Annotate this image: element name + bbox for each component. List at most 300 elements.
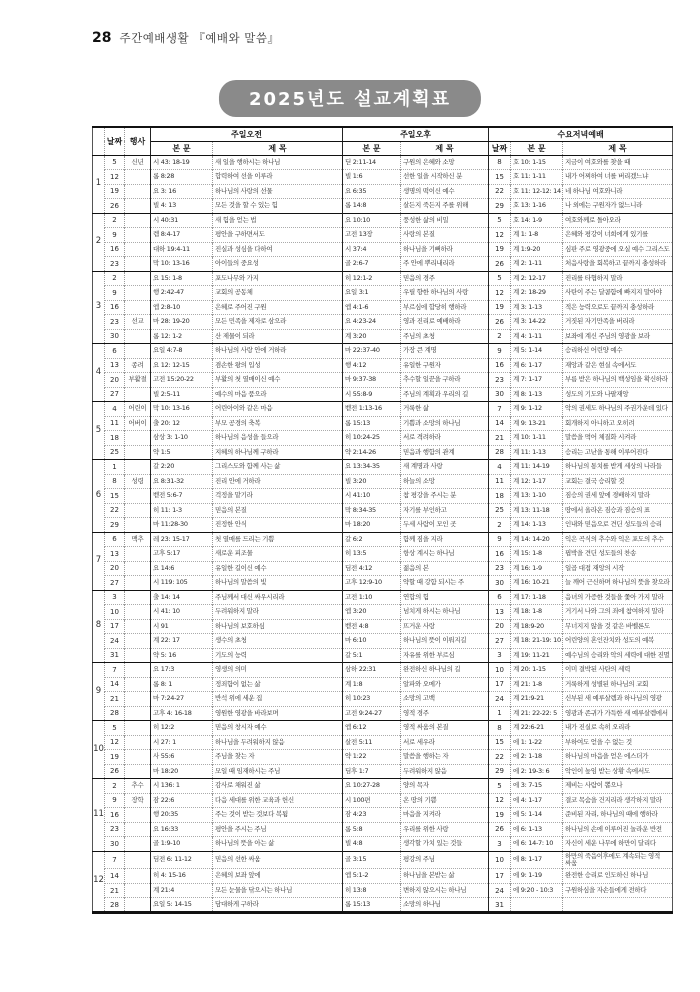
pm-title-cell: 소망의 하나님 bbox=[401, 898, 489, 913]
wed-title-cell: 하나님의 손에 이루어진 놀라운 반전 bbox=[563, 822, 673, 837]
pm-title-cell: 알파와 오메가 bbox=[401, 677, 489, 692]
date-cell: 13 bbox=[105, 547, 125, 562]
pm-scripture-cell: 마 6:10 bbox=[343, 634, 401, 649]
am-title-header: 제 목 bbox=[213, 141, 343, 155]
wed-title-cell: 하만의 죽음이후에도 계속되는 영적 싸움 bbox=[563, 851, 673, 869]
wed-scripture-cell: 계 2: 18-29 bbox=[511, 286, 563, 301]
wed-title-cell: 재앙과 같은 현실 속에서도 bbox=[563, 358, 673, 373]
date-cell: 19 bbox=[105, 750, 125, 765]
date-cell: 5 bbox=[105, 721, 125, 736]
pm-title-cell: 거룩한 삶 bbox=[401, 402, 489, 417]
wed-scripture-cell: 계 14: 1-13 bbox=[511, 518, 563, 533]
am-title-cell: 하나님을 두려워하지 않음 bbox=[213, 735, 343, 750]
pm-scripture-cell: 잠 4:23 bbox=[343, 808, 401, 823]
date-cell: 29 bbox=[105, 518, 125, 533]
month-number: 4 bbox=[93, 344, 105, 402]
wed-title-header: 제 목 bbox=[563, 141, 673, 155]
pm-scripture-cell: 행 4:12 bbox=[343, 358, 401, 373]
event-cell bbox=[125, 387, 151, 402]
pm-title-cell: 주 안에 뿌리내리라 bbox=[401, 257, 489, 272]
pm-scripture-cell: 요 10:27-28 bbox=[343, 779, 401, 794]
am-scripture-cell: 엡 2:8-10 bbox=[151, 300, 213, 315]
event-cell bbox=[125, 648, 151, 663]
date-cell: 7 bbox=[105, 851, 125, 869]
wed-scripture-cell: 계 16: 1-9 bbox=[511, 561, 563, 576]
table-row bbox=[93, 883, 673, 898]
am-scripture-cell: 막 10: 13-16 bbox=[151, 257, 213, 272]
am-scripture-cell: 행 2:42-47 bbox=[151, 286, 213, 301]
pm-scripture-cell: 빌 3:20 bbox=[343, 474, 401, 489]
am-scripture-cell: 사 55:6 bbox=[151, 750, 213, 765]
am-title-cell: 진실과 성심을 다하여 bbox=[213, 242, 343, 257]
table-row bbox=[93, 648, 673, 663]
wed-date-cell: 11 bbox=[489, 474, 511, 489]
table-row bbox=[93, 213, 673, 228]
pm-title-cell: 하나님을 본받는 삶 bbox=[401, 869, 489, 884]
event-cell: 맥추 bbox=[125, 532, 151, 547]
month-number: 5 bbox=[93, 402, 105, 460]
am-scripture-cell: 행 20:35 bbox=[151, 808, 213, 823]
pm-title-cell: 선한 일을 시작하신 분 bbox=[401, 170, 489, 185]
wed-date-header: 날짜 bbox=[489, 141, 511, 155]
pm-title-cell: 젊음의 본 bbox=[401, 561, 489, 576]
am-scripture-cell: 출 14: 14 bbox=[151, 590, 213, 605]
am-scripture-cell: 요 3: 16 bbox=[151, 184, 213, 199]
date-cell: 9 bbox=[105, 793, 125, 808]
date-cell: 6 bbox=[105, 344, 125, 359]
event-cell bbox=[125, 199, 151, 214]
event-cell bbox=[125, 735, 151, 750]
wed-date-cell: 5 bbox=[489, 779, 511, 794]
table-row bbox=[93, 184, 673, 199]
table-row bbox=[93, 869, 673, 884]
month-column-header bbox=[93, 127, 105, 155]
event-cell bbox=[125, 869, 151, 884]
event-cell bbox=[125, 750, 151, 765]
pm-scripture-cell: 히 12:1-2 bbox=[343, 271, 401, 286]
wed-scripture-cell: 계 8: 1-13 bbox=[511, 387, 563, 402]
pm-title-cell: 함께 짐을 지라 bbox=[401, 532, 489, 547]
am-title-cell: 합력하여 선을 이루라 bbox=[213, 170, 343, 185]
wed-title-cell: 적은 능력으로도 끝까지 충성하라 bbox=[563, 300, 673, 315]
wed-date-cell: 10 bbox=[489, 663, 511, 678]
wed-date-cell: 5 bbox=[489, 271, 511, 286]
event-cell bbox=[125, 576, 151, 591]
event-cell: 선교 bbox=[125, 315, 151, 330]
wed-scripture-cell: 에 9: 1-19 bbox=[511, 869, 563, 884]
page-number: 28 bbox=[92, 30, 112, 46]
wed-date-cell: 23 bbox=[489, 373, 511, 388]
am-scripture-cell: 히 11: 1-3 bbox=[151, 503, 213, 518]
wed-date-cell: 30 bbox=[489, 387, 511, 402]
am-title-cell: 하나님의 음성을 들으라 bbox=[213, 431, 343, 446]
table-row bbox=[93, 532, 673, 547]
pm-title-cell: 양의 목자 bbox=[401, 779, 489, 794]
pm-scripture-cell: 시 100편 bbox=[343, 793, 401, 808]
am-title-cell: 하나님의 말씀의 빛 bbox=[213, 576, 343, 591]
am-scripture-cell: 골 1:9-10 bbox=[151, 837, 213, 852]
page-title: 2025년도 설교계획표 bbox=[219, 80, 481, 117]
pm-scripture-header: 본 문 bbox=[343, 141, 401, 155]
wed-scripture-cell: 계 1:9-20 bbox=[511, 242, 563, 257]
pm-scripture-cell: 시 41:10 bbox=[343, 489, 401, 504]
wed-scripture-cell: 계 6: 1-17 bbox=[511, 358, 563, 373]
wed-date-cell: 15 bbox=[489, 170, 511, 185]
event-cell bbox=[125, 503, 151, 518]
am-scripture-cell: 고후 5:17 bbox=[151, 547, 213, 562]
wed-scripture-cell: 계 12: 1-17 bbox=[511, 474, 563, 489]
wed-scripture-cell: 호 14: 1-9 bbox=[511, 213, 563, 228]
pm-scripture-cell: 엡 5:1-2 bbox=[343, 869, 401, 884]
wed-date-cell: 14 bbox=[489, 416, 511, 431]
pm-title-cell: 뜨거운 사랑 bbox=[401, 619, 489, 634]
wed-title-cell: 지금이 여호와를 찾을 때 bbox=[563, 155, 673, 170]
wed-title-cell: 내가 어찌하여 너를 버리겠느냐 bbox=[563, 170, 673, 185]
page-header-text: 주간예배생활 『예배와 말씀』 bbox=[119, 31, 280, 45]
wed-title-cell: 내가 진실로 속히 오리라 bbox=[563, 721, 673, 736]
table-row bbox=[93, 750, 673, 765]
wed-title-cell: 거룩하게 성별된 하나님의 교회 bbox=[563, 677, 673, 692]
event-cell bbox=[125, 851, 151, 869]
date-cell: 26 bbox=[105, 764, 125, 779]
pm-title-cell: 약할 때 강함 되시는 주 bbox=[401, 576, 489, 591]
pm-scripture-cell: 고후 12:9-10 bbox=[343, 576, 401, 591]
pm-title-cell: 두려워하지 않음 bbox=[401, 764, 489, 779]
wed-date-cell: 7 bbox=[489, 402, 511, 417]
table-row bbox=[93, 286, 673, 301]
wed-date-cell: 21 bbox=[489, 431, 511, 446]
wed-scripture-cell: 에 5: 1-14 bbox=[511, 808, 563, 823]
pm-title-cell: 두세 사람이 모인 곳 bbox=[401, 518, 489, 533]
wed-scripture-cell: 계 3: 14-22 bbox=[511, 315, 563, 330]
date-cell: 16 bbox=[105, 300, 125, 315]
pm-title-cell: 서로 세우라 bbox=[401, 735, 489, 750]
wed-title-cell bbox=[563, 898, 673, 913]
table-row bbox=[93, 518, 673, 533]
wed-scripture-cell: 에 4: 1-17 bbox=[511, 793, 563, 808]
wed-title-cell: 진리를 타협하지 말라 bbox=[563, 271, 673, 286]
pm-scripture-cell: 계 1:8 bbox=[343, 677, 401, 692]
pm-title-cell: 서로 격려하라 bbox=[401, 431, 489, 446]
am-title-cell: 하나님의 사랑 안에 거하라 bbox=[213, 344, 343, 359]
date-cell: 9 bbox=[105, 286, 125, 301]
date-cell: 6 bbox=[105, 532, 125, 547]
event-cell: 부활절 bbox=[125, 373, 151, 388]
wed-date-cell: 26 bbox=[489, 257, 511, 272]
wed-title-cell: 구원하심을 자손들에게 전하다 bbox=[563, 883, 673, 898]
sermon-schedule-table bbox=[92, 126, 673, 914]
am-scripture-cell: 마 18:20 bbox=[151, 764, 213, 779]
am-title-cell: 교회의 공동체 bbox=[213, 286, 343, 301]
wed-date-cell: 9 bbox=[489, 344, 511, 359]
month-number: 11 bbox=[93, 779, 105, 852]
wed-date-cell: 17 bbox=[489, 677, 511, 692]
am-scripture-cell: 마 11:28-30 bbox=[151, 518, 213, 533]
am-scripture-cell: 요 14:6 bbox=[151, 561, 213, 576]
pm-title-cell: 유일한 구원자 bbox=[401, 358, 489, 373]
page-header bbox=[92, 30, 280, 46]
pm-scripture-cell: 약 2:14-26 bbox=[343, 445, 401, 460]
wed-scripture-header: 본 문 bbox=[511, 141, 563, 155]
pm-scripture-cell: 골 2:6-7 bbox=[343, 257, 401, 272]
date-cell: 12 bbox=[105, 170, 125, 185]
wed-date-cell: 27 bbox=[489, 634, 511, 649]
am-scripture-cell: 요 8:31-32 bbox=[151, 474, 213, 489]
wed-title-cell: 사탄이 주는 달콤함에 빠지지 말아야 bbox=[563, 286, 673, 301]
am-scripture-cell: 약 5: 16 bbox=[151, 648, 213, 663]
pm-title-cell: 항상 계시는 하나님 bbox=[401, 547, 489, 562]
event-cell bbox=[125, 489, 151, 504]
wed-date-cell: 2 bbox=[489, 518, 511, 533]
wed-title-cell: 완전한 승리로 인도하신 하나님 bbox=[563, 869, 673, 884]
wed-title-cell: 인내와 믿음으로 견딘 성도들의 승리 bbox=[563, 518, 673, 533]
date-cell: 2 bbox=[105, 271, 125, 286]
am-scripture-cell: 딤전 6: 11-12 bbox=[151, 851, 213, 869]
date-cell: 18 bbox=[105, 431, 125, 446]
table-row bbox=[93, 271, 673, 286]
wed-title-cell: 악의 권세도 하나님의 주권가운데 있다 bbox=[563, 402, 673, 417]
pm-scripture-cell: 계 3:20 bbox=[343, 329, 401, 344]
table-row bbox=[93, 474, 673, 489]
wed-scripture-cell: 에 1: 1-22 bbox=[511, 735, 563, 750]
event-cell: 추수 bbox=[125, 779, 151, 794]
am-scripture-cell: 요 12: 12-15 bbox=[151, 358, 213, 373]
wed-scripture-cell: 계 13: 1-10 bbox=[511, 489, 563, 504]
am-title-cell: 기도의 능력 bbox=[213, 648, 343, 663]
pm-scripture-cell: 마 22:37-40 bbox=[343, 344, 401, 359]
pm-scripture-cell: 딤전 4:12 bbox=[343, 561, 401, 576]
pm-scripture-cell: 롬 14:8 bbox=[343, 199, 401, 214]
wed-scripture-cell: 계 11: 1-13 bbox=[511, 445, 563, 460]
am-scripture-cell: 벧전 5:6-7 bbox=[151, 489, 213, 504]
am-scripture-cell: 히 12:2 bbox=[151, 721, 213, 736]
wed-date-cell: 16 bbox=[489, 358, 511, 373]
pm-title-cell: 말씀을 행하는 자 bbox=[401, 750, 489, 765]
pm-title-cell: 새 계명과 사랑 bbox=[401, 460, 489, 475]
am-title-cell: 지혜의 하나님께 구하라 bbox=[213, 445, 343, 460]
am-title-cell: 모든 것을 할 수 있는 힘 bbox=[213, 199, 343, 214]
wed-date-cell: 15 bbox=[489, 735, 511, 750]
wed-date-cell: 16 bbox=[489, 547, 511, 562]
pm-scripture-cell: 요 6:35 bbox=[343, 184, 401, 199]
month-number: 10 bbox=[93, 721, 105, 779]
pm-scripture-cell: 히 13:5 bbox=[343, 547, 401, 562]
event-cell bbox=[125, 271, 151, 286]
date-cell: 30 bbox=[105, 329, 125, 344]
wed-title-cell: 거기서 나와 그의 죄에 참여하지 말라 bbox=[563, 605, 673, 620]
wed-date-cell: 18 bbox=[489, 489, 511, 504]
event-cell: 어린이 bbox=[125, 402, 151, 417]
wed-title-cell: 하나님의 통치를 받게 세상의 나라들 bbox=[563, 460, 673, 475]
table-row bbox=[93, 735, 673, 750]
am-scripture-cell: 갈 2:20 bbox=[151, 460, 213, 475]
wed-title-cell: 처음사랑을 회복하고 끝까지 충성하라 bbox=[563, 257, 673, 272]
event-cell bbox=[125, 228, 151, 243]
table-row bbox=[93, 431, 673, 446]
am-scripture-cell: 고전 15:20-22 bbox=[151, 373, 213, 388]
event-cell bbox=[125, 590, 151, 605]
pm-scripture-cell: 요 13:34-35 bbox=[343, 460, 401, 475]
table-row bbox=[93, 779, 673, 794]
wed-scripture-cell: 에 6: 1-13 bbox=[511, 822, 563, 837]
schedule-body bbox=[93, 155, 673, 912]
pm-title-cell: 참 평강을 주시는 분 bbox=[401, 489, 489, 504]
wed-title-cell: 제비는 사람이 뽑으나 bbox=[563, 779, 673, 794]
date-cell: 23 bbox=[105, 315, 125, 330]
wed-scripture-cell: 계 20: 1-15 bbox=[511, 663, 563, 678]
pm-title-cell: 주님의 계획과 우리의 길 bbox=[401, 387, 489, 402]
wed-title-cell: 영광과 존귀가 가득한 새 예루살렘에서 bbox=[563, 706, 673, 721]
wed-date-cell: 6 bbox=[489, 590, 511, 605]
wed-date-cell: 10 bbox=[489, 851, 511, 869]
wed-title-cell: 음녀의 가증한 것들을 쫓아 가지 말라 bbox=[563, 590, 673, 605]
am-title-cell: 새로운 피조물 bbox=[213, 547, 343, 562]
am-title-cell: 부활의 첫 열매이신 예수 bbox=[213, 373, 343, 388]
event-cell bbox=[125, 184, 151, 199]
date-cell: 21 bbox=[105, 692, 125, 707]
table-row bbox=[93, 822, 673, 837]
event-cell: 장학 bbox=[125, 793, 151, 808]
pm-scripture-cell: 벧전 4:8 bbox=[343, 619, 401, 634]
am-title-cell: 평안을 구하면서도 bbox=[213, 228, 343, 243]
date-cell: 26 bbox=[105, 199, 125, 214]
am-title-cell: 담대하게 구하라 bbox=[213, 898, 343, 913]
wed-title-cell: 익은 곡식의 추수와 익은 포도의 추수 bbox=[563, 532, 673, 547]
pm-title-cell: 연합의 힘 bbox=[401, 590, 489, 605]
wed-date-cell: 29 bbox=[489, 199, 511, 214]
date-cell: 16 bbox=[105, 242, 125, 257]
event-cell bbox=[125, 431, 151, 446]
event-cell bbox=[125, 677, 151, 692]
am-title-cell: 산 제물이 되라 bbox=[213, 329, 343, 344]
pm-title-cell: 주님의 초청 bbox=[401, 329, 489, 344]
wed-date-cell: 9 bbox=[489, 532, 511, 547]
date-cell: 15 bbox=[105, 489, 125, 504]
date-cell: 28 bbox=[105, 898, 125, 913]
event-cell bbox=[125, 344, 151, 359]
wed-title-cell: 어린양의 혼인잔치와 성도의 예복 bbox=[563, 634, 673, 649]
wed-scripture-cell: 호 11: 1-11 bbox=[511, 170, 563, 185]
am-title-cell: 걱정을 맡기라 bbox=[213, 489, 343, 504]
wed-scripture-cell: 에 2: 1-18 bbox=[511, 750, 563, 765]
event-cell bbox=[125, 706, 151, 721]
pm-title-cell: 생명의 떡이신 예수 bbox=[401, 184, 489, 199]
wed-scripture-cell: 에 9:20 - 10:3 bbox=[511, 883, 563, 898]
date-cell: 10 bbox=[105, 605, 125, 620]
table-row bbox=[93, 315, 673, 330]
table-row bbox=[93, 460, 673, 475]
event-cell bbox=[125, 170, 151, 185]
month-number: 6 bbox=[93, 460, 105, 533]
wed-title-cell: 교회는 결국 승리할 것 bbox=[563, 474, 673, 489]
am-scripture-cell: 렘 8:4-17 bbox=[151, 228, 213, 243]
wed-date-cell: 24 bbox=[489, 692, 511, 707]
wed-title-cell: 준비된 자리, 하나님의 때에 행하라 bbox=[563, 808, 673, 823]
pm-scripture-cell: 히 13:8 bbox=[343, 883, 401, 898]
table-row bbox=[93, 619, 673, 634]
am-scripture-cell: 시 136: 1 bbox=[151, 779, 213, 794]
event-cell: 성령 bbox=[125, 474, 151, 489]
pm-scripture-cell: 엡 3:20 bbox=[343, 605, 401, 620]
am-scripture-cell: 계 21:4 bbox=[151, 883, 213, 898]
am-title-cell: 모일 때 임재하시는 주님 bbox=[213, 764, 343, 779]
table-row bbox=[93, 837, 673, 852]
wed-date-cell: 2 bbox=[489, 329, 511, 344]
pm-scripture-cell: 요일 3:1 bbox=[343, 286, 401, 301]
wednesday-evening-header: 수요저녁예배 bbox=[489, 127, 673, 141]
wed-date-cell: 4 bbox=[489, 460, 511, 475]
table-row bbox=[93, 387, 673, 402]
sunday-afternoon-header: 주일오후 bbox=[343, 127, 489, 141]
pm-title-cell: 풍성한 삶의 비밀 bbox=[401, 213, 489, 228]
event-cell bbox=[125, 663, 151, 678]
wed-date-cell: 13 bbox=[489, 605, 511, 620]
table-row bbox=[93, 344, 673, 359]
wed-title-cell: 보좌에 계신 주님의 영광을 보라 bbox=[563, 329, 673, 344]
event-cell bbox=[125, 460, 151, 475]
am-title-cell: 새 일을 행하시는 하나님 bbox=[213, 155, 343, 170]
am-title-cell: 은혜의 보좌 앞에 bbox=[213, 869, 343, 884]
date-cell: 12 bbox=[105, 735, 125, 750]
table-row bbox=[93, 898, 673, 913]
am-title-cell: 예수의 마음 품으라 bbox=[213, 387, 343, 402]
table-row bbox=[93, 373, 673, 388]
wed-scripture-cell: 계 2: 1-11 bbox=[511, 257, 563, 272]
am-title-cell: 진정한 안식 bbox=[213, 518, 343, 533]
am-scripture-cell: 계 22: 17 bbox=[151, 634, 213, 649]
wed-scripture-cell: 계 17: 1-18 bbox=[511, 590, 563, 605]
pm-title-cell: 넘치게 하시는 하나님 bbox=[401, 605, 489, 620]
pm-title-cell: 믿음과 행함의 관계 bbox=[401, 445, 489, 460]
event-column-header: 행사 bbox=[125, 127, 151, 155]
am-title-cell: 정죄함이 없는 삶 bbox=[213, 677, 343, 692]
wed-date-cell: 17 bbox=[489, 869, 511, 884]
am-scripture-cell: 시 40:31 bbox=[151, 213, 213, 228]
date-cell: 19 bbox=[105, 184, 125, 199]
wed-scripture-cell: 계 21: 22-22: 5 bbox=[511, 706, 563, 721]
wed-date-cell: 3 bbox=[489, 648, 511, 663]
date-cell: 8 bbox=[105, 474, 125, 489]
pm-scripture-cell: 시 37:4 bbox=[343, 242, 401, 257]
am-title-cell: 포도나무와 가지 bbox=[213, 271, 343, 286]
wed-title-cell: 말씀을 먹어 체질화 시켜라 bbox=[563, 431, 673, 446]
pm-scripture-cell: 딤후 1:7 bbox=[343, 764, 401, 779]
table-row bbox=[93, 547, 673, 562]
wed-date-cell: 23 bbox=[489, 561, 511, 576]
table-row bbox=[93, 677, 673, 692]
wed-scripture-cell: 계 21: 1-8 bbox=[511, 677, 563, 692]
date-cell: 9 bbox=[105, 228, 125, 243]
am-title-cell: 두려워하지 말라 bbox=[213, 605, 343, 620]
pm-scripture-cell: 막 8:34-35 bbox=[343, 503, 401, 518]
date-cell: 16 bbox=[105, 808, 125, 823]
am-title-cell: 주님께서 대신 싸우시리라 bbox=[213, 590, 343, 605]
wed-scripture-cell: 계 1: 1-8 bbox=[511, 228, 563, 243]
wed-scripture-cell: 계 10: 1-11 bbox=[511, 431, 563, 446]
event-cell bbox=[125, 329, 151, 344]
date-column-header: 날짜 bbox=[105, 127, 125, 155]
wed-title-cell: 승리는 고난을 통해 이루어진다 bbox=[563, 445, 673, 460]
date-cell: 28 bbox=[105, 706, 125, 721]
wed-date-cell: 24 bbox=[489, 883, 511, 898]
pm-title-cell: 온 땅의 기쁨 bbox=[401, 793, 489, 808]
pm-scripture-cell: 엡 4:1-6 bbox=[343, 300, 401, 315]
table-row bbox=[93, 489, 673, 504]
pm-title-cell: 기쁨과 소망의 하나님 bbox=[401, 416, 489, 431]
wed-title-cell: 자신이 세운 나무에 하만이 달리다 bbox=[563, 837, 673, 852]
pm-title-cell: 완전하신 하나님의 길 bbox=[401, 663, 489, 678]
event-cell bbox=[125, 692, 151, 707]
